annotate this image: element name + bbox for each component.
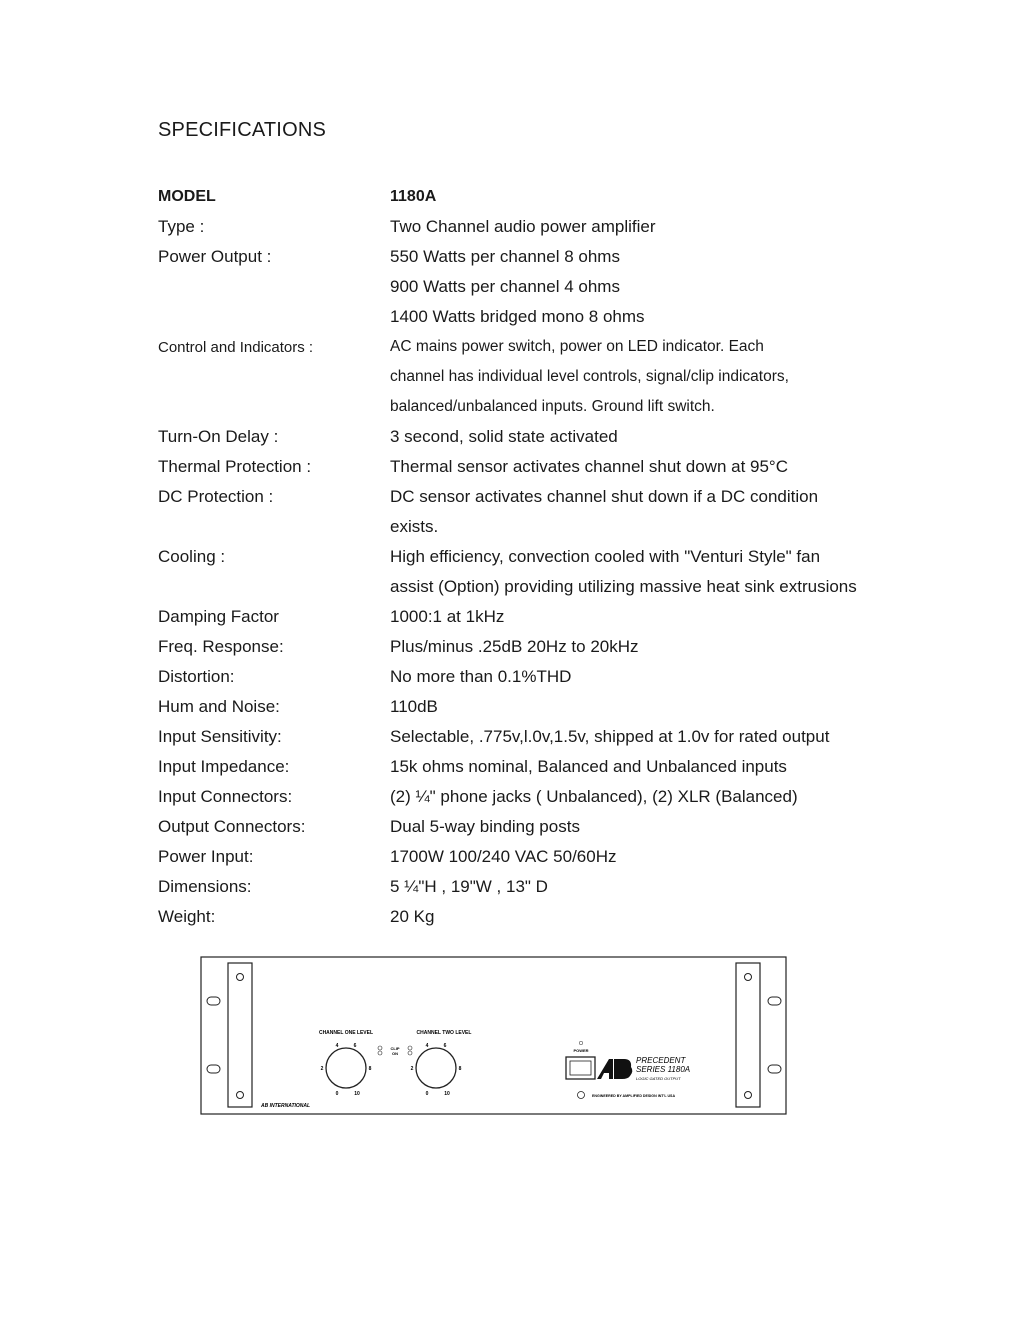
spec-value: 1180A [390,188,437,205]
dial-one-mark-4: 4 [335,1043,339,1049]
dial-one-mark-0: 0 [335,1091,339,1097]
spec-row [158,482,878,512]
spec-label: Type : [158,217,205,236]
spec-value: AC mains power switch, power on LED indicator. Each [390,338,764,355]
right-rack-slot-bottom [768,1065,781,1073]
spec-value: Plus/minus .25dB 20Hz to 20kHz [390,637,639,656]
spec-label: Output Connectors: [158,817,306,836]
engineered-line: ENGINEERED BY AMPLIFIED DESIGN INT'L USA [592,1094,676,1098]
dial-two-mark-0: 0 [425,1091,429,1097]
spec-label: Turn-On Delay : [158,427,279,446]
left-rack-slot-top [207,997,220,1005]
left-rack-handle [228,963,252,1107]
spec-label: Cooling : [158,547,226,566]
power-led [579,1041,583,1045]
spec-value: 20 Kg [390,907,435,926]
right-rack-handle [736,963,760,1107]
spec-label: Thermal Protection : [158,457,312,476]
spec-row [158,902,878,932]
page-title: SPECIFICATIONS [158,119,327,141]
spec-row [158,872,878,902]
spec-row [158,452,878,482]
spec-label: Power Input: [158,847,254,866]
spec-row-continuation [158,392,878,422]
spec-value: 5 ¼"H , 19"W , 13" D [390,877,548,896]
series-line1: PRECEDENT [636,1056,686,1065]
spec-value: 900 Watts per channel 4 ohms [390,277,620,296]
spec-value: 110dB [390,697,438,716]
spec-value: High efficiency, convection cooled with "Venturi Style" fan [390,547,821,566]
spec-row [158,722,878,752]
spec-value: exists. [390,517,439,536]
spec-row [158,692,878,722]
channel-two-level-knob[interactable] [416,1048,456,1088]
spec-label: Freq. Response: [158,637,284,656]
spec-label: Dimensions: [158,877,252,896]
spec-row-model [158,182,878,212]
spec-row [158,332,878,362]
left-handle-screw-top [237,974,244,981]
spec-row [158,842,878,872]
ground-screw-icon [578,1092,585,1099]
spec-value: 1400 Watts bridged mono 8 ohms [390,307,645,326]
dial-two-mark-2: 2 [410,1066,414,1072]
spec-value: DC sensor activates channel shut down if a DC condition [390,487,819,506]
spec-label: Input Impedance: [158,757,290,776]
spec-label: Hum and Noise: [158,697,280,716]
dial-one-mark-10: 10 [354,1091,360,1097]
spec-value: 1000:1 at 1kHz [390,607,505,626]
dial-two-mark-10: 10 [444,1091,450,1097]
spec-value: channel has individual level controls, signal/clip indicators, [390,368,789,385]
dial-two-mark-6: 6 [443,1043,447,1049]
spec-row [158,242,878,272]
spec-row-continuation [158,572,878,602]
series-line2: SERIES 1180A [636,1065,691,1074]
spec-value: Selectable, .775v,l.0v,1.5v, shipped at 1.0v for rated output [390,727,830,746]
spec-label: Damping Factor [158,607,279,626]
maker-label: AB INTERNATIONAL [261,1103,311,1109]
on-label: ON [392,1051,398,1056]
spec-row [158,812,878,842]
spec-label: Weight: [158,907,216,926]
spec-label: MODEL [158,188,216,205]
spec-value: No more than 0.1%THD [390,667,572,686]
ch1-clip-led [378,1046,382,1050]
amplifier-front-panel-drawing [200,955,788,1117]
spec-row [158,542,878,572]
logic-line: LOGIC GATED OUTPUT [636,1076,681,1081]
spec-label: Power Output : [158,247,272,266]
power-switch-rocker [570,1061,591,1075]
spec-value: 15k ohms nominal, Balanced and Unbalanced inputs [390,757,787,776]
right-handle-screw-bottom [745,1092,752,1099]
amplifier-front-panel [200,955,788,1117]
spec-row [158,602,878,632]
left-rack-slot-bottom [207,1065,220,1073]
spec-row-continuation [158,512,878,542]
left-handle-screw-bottom [237,1092,244,1099]
spec-value: 550 Watts per channel 8 ohms [390,247,620,266]
right-rack-slot-top [768,997,781,1005]
spec-row [158,662,878,692]
dial-one-mark-8: 8 [368,1066,372,1072]
spec-row-continuation [158,272,878,302]
channel-two-label: CHANNEL TWO LEVEL [416,1030,472,1036]
ab-logo-icon [597,1059,632,1079]
spec-value: assist (Option) providing utilizing massive heat sink extrusions [390,577,857,596]
clip-label: CLIP [390,1046,400,1051]
dial-two-mark-8: 8 [458,1066,462,1072]
channel-one-label: CHANNEL ONE LEVEL [318,1030,374,1036]
spec-row [158,212,878,242]
spec-label: Distortion: [158,667,235,686]
channel-one-level-knob[interactable] [326,1048,366,1088]
power-label: POWER [573,1048,589,1053]
spec-value: 3 second, solid state activated [390,427,618,446]
spec-value: (2) ¼" phone jacks ( Unbalanced), (2) XLR (Balanced) [390,787,798,806]
spec-value: Dual 5-way binding posts [390,817,580,836]
spec-value: 1700W 100/240 VAC 50/60Hz [390,847,617,866]
spec-row [158,422,878,452]
spec-value: Two Channel audio power amplifier [390,217,656,236]
dial-one-mark-6: 6 [353,1043,357,1049]
dial-two-mark-4: 4 [425,1043,429,1049]
spec-row [158,632,878,662]
spec-row-continuation [158,302,878,332]
right-handle-screw-top [745,974,752,981]
spec-value: Thermal sensor activates channel shut down at 95°C [390,457,789,476]
spec-row [158,782,878,812]
ch2-on-led [408,1051,412,1055]
spec-value: balanced/unbalanced inputs. Ground lift switch. [390,398,715,415]
dial-one-mark-2: 2 [320,1066,324,1072]
spec-row-continuation [158,362,878,392]
chassis-outline [201,957,786,1114]
ch2-clip-led [408,1046,412,1050]
spec-row [158,752,878,782]
spec-table [158,182,878,932]
spec-label: Input Connectors: [158,787,293,806]
spec-label: DC Protection : [158,487,274,506]
ch1-on-led [378,1051,382,1055]
spec-label: Input Sensitivity: [158,727,282,746]
spec-label: Control and Indicators : [158,338,314,356]
